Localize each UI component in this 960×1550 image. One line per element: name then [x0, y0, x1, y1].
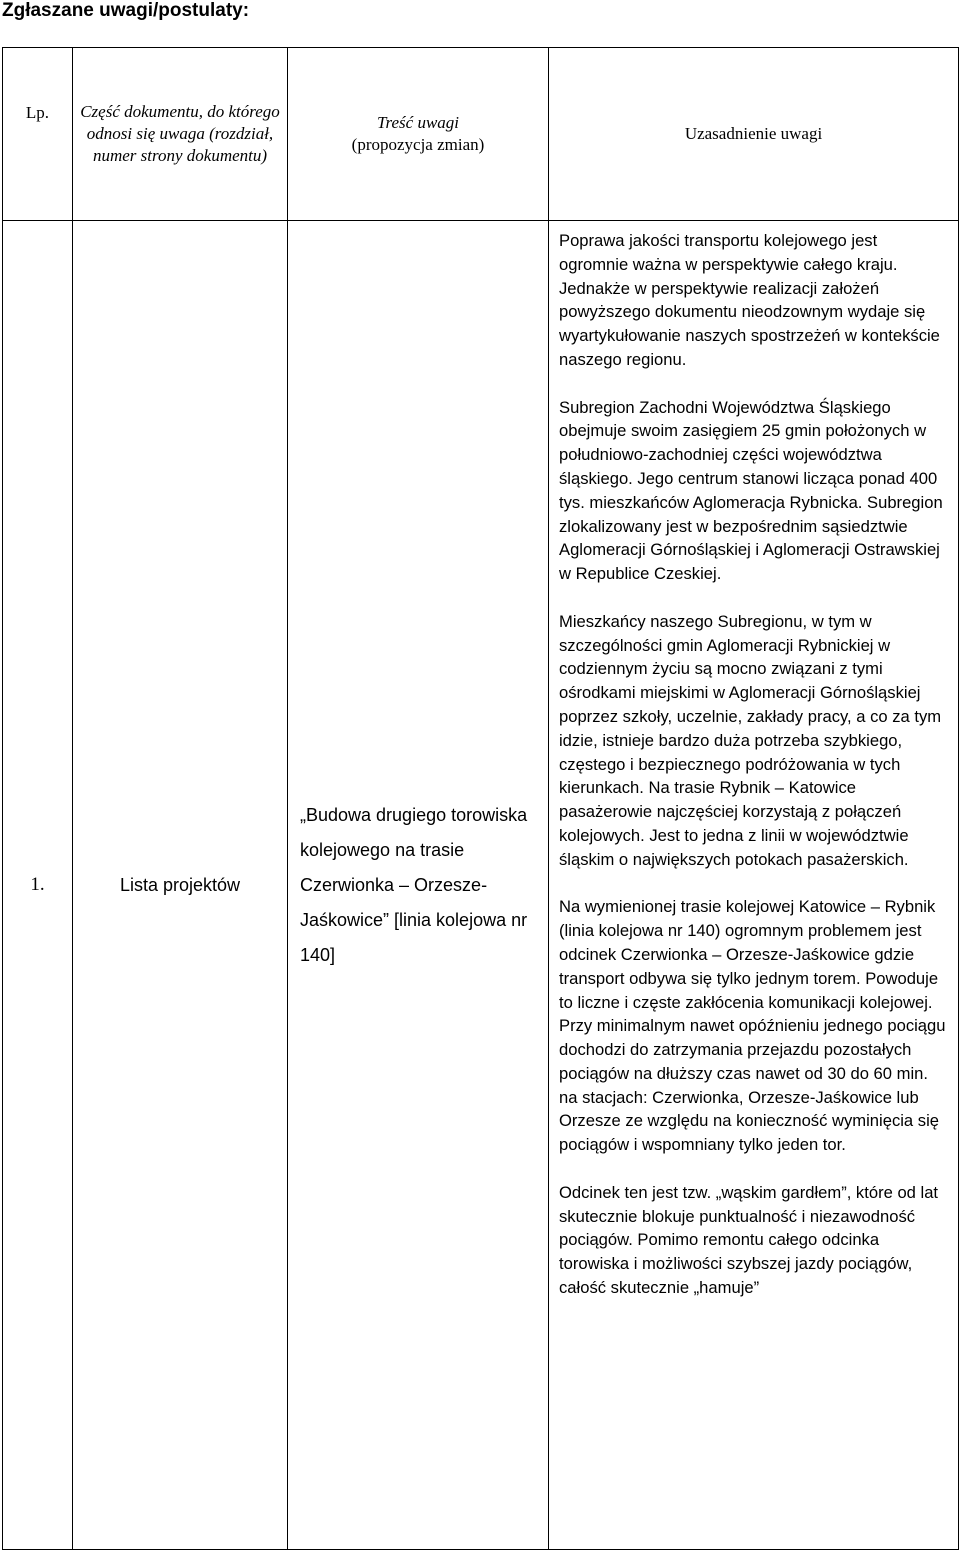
- row-number: 1.: [3, 221, 73, 1550]
- justification-paragraph: Subregion Zachodni Województwa Śląskiego obejmuje swoim zasięgiem 25 gmin położonych w południowo-zachodniej części województwa śląskiego. Jego centrum stanowi licząca ponad 400 tys. mieszkańców Aglomeracja Rybnicka. Subregion zlokalizowany jest w bezpośrednim sąsiedztwie Aglomeracji Górnośląskiej i Aglomeracji Ostrawskiej w Republice Czeskiej.: [559, 397, 943, 584]
- header-justification: Uzasadnienie uwagi: [549, 48, 959, 221]
- row-justification: [549, 221, 959, 1550]
- justification-paragraph: Odcinek ten jest tzw. „wąskim gardłem”, które od lat skutecznie blokuje punktualność i niezawodność pociągów. Pomimo remontu całego odcinka torowiska i możliwości szybszej jazdy pociągów, całość skutecznie „hamuje”: [559, 1182, 939, 1298]
- table-row: [3, 221, 959, 1550]
- justification-paragraph: Mieszkańcy naszego Subregionu, w tym w szczególności gmin Aglomeracji Rybnickiej w codziennym życiu są mocno związani z tymi ośrodkami miejskimi w Aglomeracji Górnośląskiej poprzez szkoły, uczelnie, zakłady pracy, a co za tym idzie, istnieje bardzo duża potrzeba szybkiego, częstego i bezpiecznego podróżowania w tych kierunkach. Na trasie Rybnik – Katowice pasażerowie najczęściej korzystają z połączeń kolejowych. Jest to jedna z linii w województwie śląskim o największych potokach pasażerskich.: [559, 611, 942, 869]
- header-document-part: Część dokumentu, do którego odnosi się uwaga (rozdział, numer strony dokumentu): [73, 48, 288, 221]
- remarks-table: [2, 47, 959, 1550]
- row-document-part: Lista projektów: [73, 221, 288, 1550]
- page-title: Zgłaszane uwagi/postulaty:: [2, 0, 250, 21]
- header-lp: Lp.: [3, 48, 73, 221]
- row-remark-content: „Budowa drugiego torowiska kolejowego na trasie Czerwionka – Orzesze-Jaśkowice” [linia kolejowa nr 140]: [288, 221, 549, 1550]
- justification-paragraph: Poprawa jakości transportu kolejowego jest ogromnie ważna w perspektywie całego kraju. Jednakże w perspektywie realizacji założeń powyższego dokumentu nieodzownym wydaje się wyartykułowanie naszych spostrzeżeń w kontekście naszego regionu.: [559, 231, 940, 369]
- header-remark-label: Treść uwagi: [376, 113, 460, 132]
- header-remark-sub: (propozycja zmian): [351, 135, 485, 154]
- header-row: [3, 48, 959, 221]
- justification-paragraph: Na wymienionej trasie kolejowej Katowice – Rybnik (linia kolejowa nr 140) ogromnym problemem jest odcinek Czerwionka – Orzesze-Jaśkowice gdzie transport odbywa się tylko jednym torem. Powoduje to liczne i częste zakłócenia komunikacji kolejowej. Przy minimalnym nawet opóźnieniu jednego pociągu dochodzi do zatrzymania przejazdu pozostałych pociągów na dłuższy czas nawet od 30 do 60 min. na stacjach: Czerwionka, Orzesze-Jaśkowice lub Orzesze ze względu na konieczność wyminięcia się pociągów i wspomniany tylko jeden tor.: [559, 897, 946, 1155]
- header-remark-content: [288, 48, 549, 221]
